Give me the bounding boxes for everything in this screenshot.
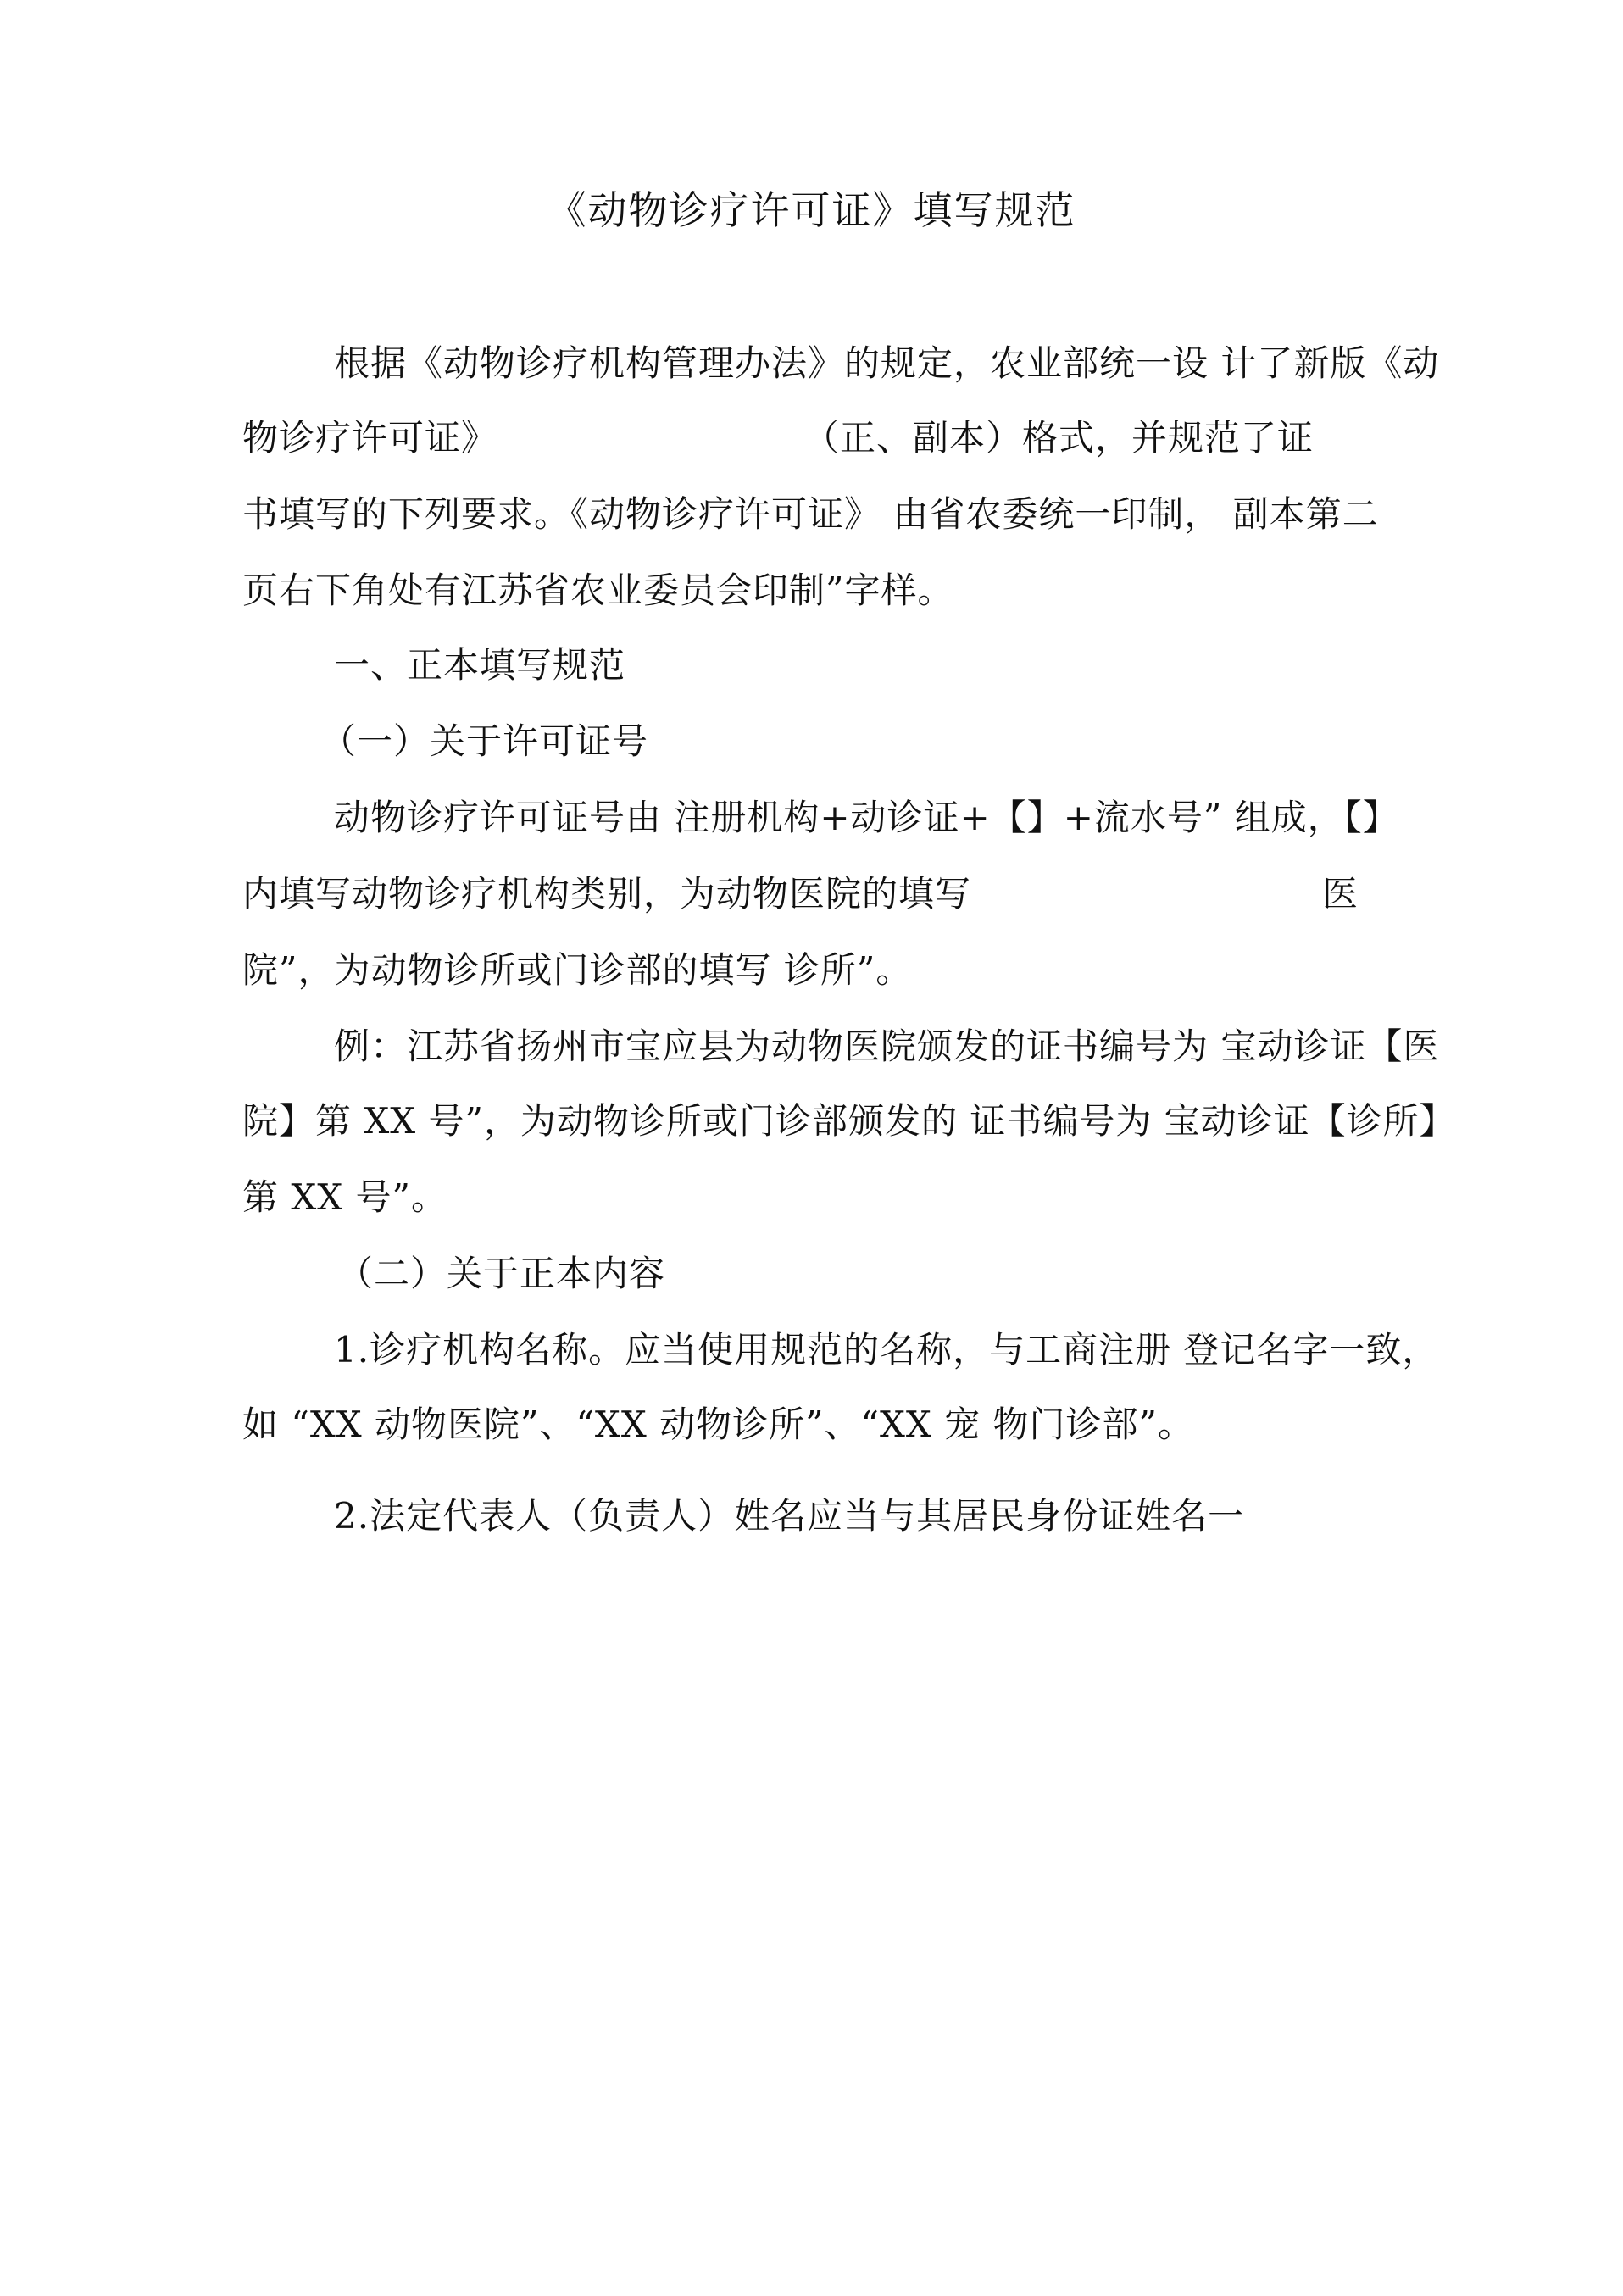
paragraph-2-line-1: 动物诊疗许可证号由 注册机构+动诊证+【】+流水号” 组成，【】 <box>334 797 1399 838</box>
paragraph-2-line-3: 院”，为动物诊所或门诊部的填写 诊所”。 <box>242 949 913 991</box>
section-heading-1: 一、正本填写规范 <box>334 644 626 686</box>
paragraph-5-line-1: 2.法定代表人（负责人）姓名应当与其居民身份证姓名一 <box>334 1495 1245 1537</box>
paragraph-1-line-2a: 物诊疗许可证》 <box>242 417 498 459</box>
paragraph-1-line-3: 书填写的下列要求。《动物诊疗许可证》 由省农委统一印制， 副本第二 <box>242 493 1379 535</box>
paragraph-2-line-2a: 内填写动物诊疗机构类别，为动物医院的填写 <box>242 873 972 915</box>
paragraph-3-line-3: 第 XX 号”。 <box>242 1176 447 1218</box>
paragraph-2-line-2b: 医 <box>1322 873 1359 915</box>
paragraph-1-line-4: 页右下角处有江苏省农业委员会印制”字样。 <box>242 570 954 611</box>
paragraph-4-line-1: 1.诊疗机构名称。应当使用规范的名称，与工商注册 登记名字一致， <box>334 1329 1439 1370</box>
document-title: 《动物诊疗许可证》填写规范 <box>547 187 1076 233</box>
paragraph-4-line-2: 如 “XX 动物医院”、“XX 动物诊所”、“XX 宠 物门诊部”。 <box>242 1404 1194 1445</box>
section-heading-1-1: （一）关于许可证号 <box>320 720 649 762</box>
paragraph-3-line-2: 院】第 XX 号”，为动物诊所或门诊部颁发的 证书编号为 宝动诊证【诊所】 <box>242 1100 1456 1142</box>
section-heading-1-2: （二）关于正本内容 <box>337 1253 666 1294</box>
paragraph-1-line-1: 根据《动物诊疗机构管理办法》的规定，农业部统一设 计了新版《动 <box>334 342 1440 384</box>
paragraph-3-line-1: 例：江苏省扬州市宝应县为动物医院颁发的证书编号为 宝动诊证【医 <box>334 1026 1440 1067</box>
paragraph-1-line-2b: （正、副本）格式，并规范了证 <box>803 417 1315 459</box>
